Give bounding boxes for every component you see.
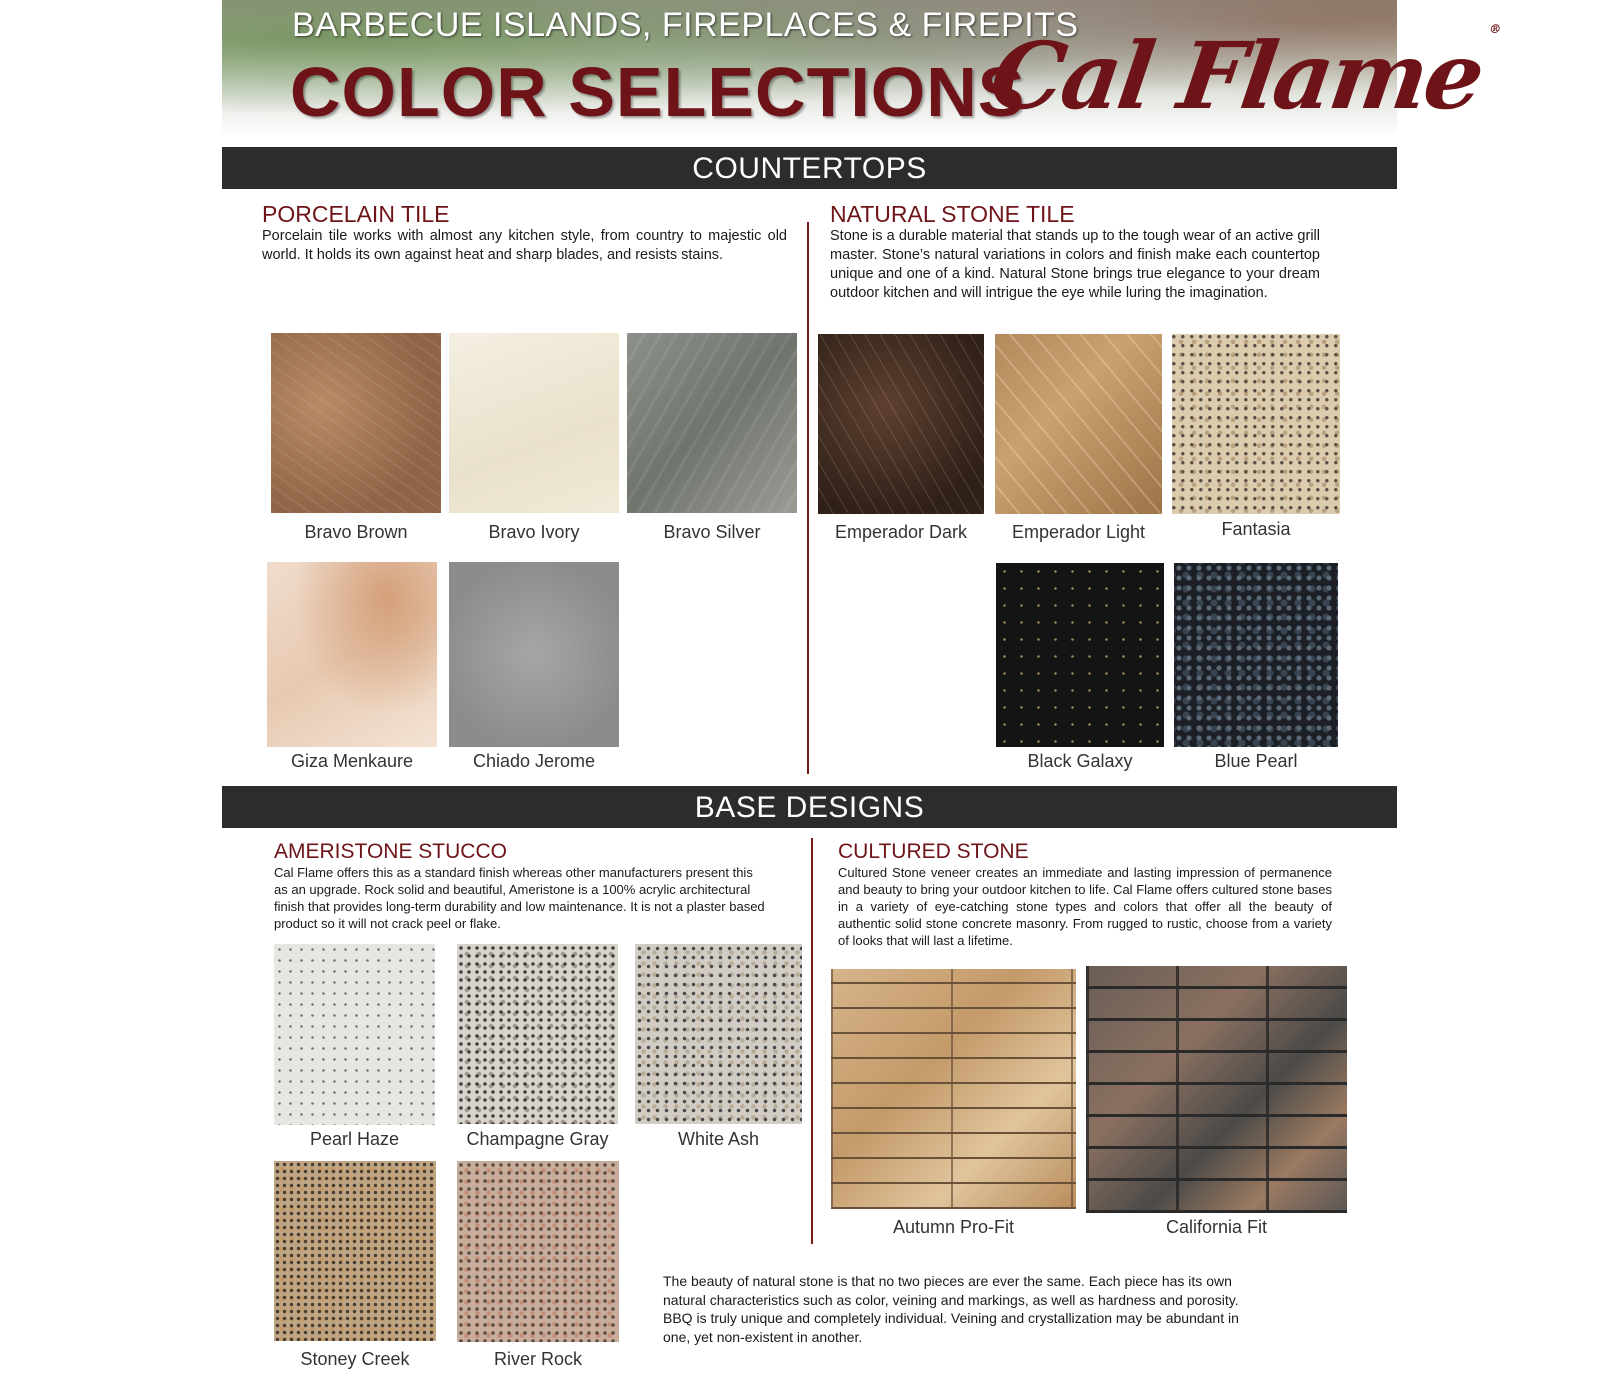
ameristone-stucco-description: Cal Flame offers this as a standard finish whereas other manufacturers present this as an upgrade. Rock solid and beautiful, Ameristone is a 100% acrylic architectural finish that provides long-term durability and low maintenance. It is not a plaster based product so it will not crack peel or flake.	[274, 865, 765, 931]
cultured-stone-title: CULTURED STONE	[838, 840, 1029, 863]
porcelain-tile-description: Porcelain tile works with almost any kitchen style, from country to majestic old world. It holds its own against heat and sharp blades, and resists stains.	[262, 228, 787, 263]
swatch-bravo-brown	[271, 333, 441, 513]
swatch-fantasia	[1172, 334, 1340, 514]
swatch-label-pearl-haze: Pearl Haze	[309, 1129, 400, 1149]
swatch-autumn-pro-fit	[831, 969, 1076, 1209]
swatch-label-emperador-light: Emperador Light	[1011, 522, 1146, 542]
swatch-blue-pearl	[1174, 563, 1338, 747]
cultured-stone-description: Cultured Stone veneer creates an immediate and lasting impression of permanence and beauty to bring your outdoor kitchen to life. Cal Flame offers cultured stone bases in a variety of eye-catching stone types and colors that offer all the beauty of authentic solid stone concrete masonry. From rugged to rustic, choose from a variety of looks that will last a lifetime.	[838, 865, 1332, 948]
page-title: COLOR SELECTIONS	[290, 53, 1026, 131]
swatch-white-ash	[635, 944, 802, 1124]
swatch-bravo-silver	[627, 333, 797, 513]
natural-stone-tile-title: NATURAL STONE TILE	[830, 201, 1075, 227]
countertops-divider	[807, 222, 809, 774]
swatch-chiado-jerome	[449, 562, 619, 747]
swatch-california-fit	[1086, 966, 1347, 1213]
swatch-river-rock	[457, 1161, 619, 1342]
swatch-pearl-haze	[274, 944, 435, 1125]
swatch-label-champagne-gray: Champagne Gray	[466, 1129, 609, 1149]
swatch-label-emperador-dark: Emperador Dark	[834, 522, 968, 542]
header-banner	[222, 0, 1500, 136]
ameristone-stucco-title: AMERISTONE STUCCO	[274, 840, 507, 863]
swatch-label-fantasia: Fantasia	[1221, 519, 1291, 539]
porcelain-tile-title: PORCELAIN TILE	[262, 201, 450, 227]
natural-stone-note: The beauty of natural stone is that no two pieces are ever the same. Each piece has its own natural characteristics such as color, veining and markings, as well as hardness and porosity. BBQ is truly unique and completely individual. Veining and crystallization may be abundant in one, yet non-existent in another.	[663, 1273, 1239, 1345]
base-designs-heading: BASE DESIGNS	[222, 786, 1397, 828]
swatch-label-stoney-creek: Stoney Creek	[300, 1349, 410, 1369]
swatch-label-chiado-jerome: Chiado Jerome	[472, 751, 596, 771]
swatch-stoney-creek	[274, 1161, 436, 1341]
swatch-label-bravo-ivory: Bravo Ivory	[488, 522, 580, 542]
swatch-label-bravo-silver: Bravo Silver	[663, 522, 761, 542]
swatch-label-river-rock: River Rock	[493, 1349, 582, 1369]
base-designs-divider	[811, 838, 813, 1244]
countertops-heading: COUNTERTOPS	[222, 147, 1397, 189]
cal-flame-logo	[984, 22, 1499, 130]
swatch-label-white-ash: White Ash	[677, 1129, 760, 1149]
swatch-label-california-fit: California Fit	[1165, 1217, 1268, 1237]
swatch-emperador-light	[995, 334, 1162, 514]
swatch-bravo-ivory	[449, 333, 619, 513]
header-subtitle: BARBECUE ISLANDS, FIREPLACES & FIREPITS	[292, 6, 1079, 44]
swatch-label-giza-menkaure: Giza Menkaure	[290, 751, 414, 771]
swatch-label-blue-pearl: Blue Pearl	[1214, 751, 1298, 771]
swatch-black-galaxy	[996, 563, 1164, 747]
registered-mark: ®	[1488, 22, 1500, 36]
swatch-label-autumn-pro-fit: Autumn Pro-Fit	[892, 1217, 1015, 1237]
swatch-champagne-gray	[457, 944, 618, 1124]
swatch-giza-menkaure	[267, 562, 437, 747]
logo-text: Cal Flame	[984, 22, 1489, 130]
natural-stone-tile-description: Stone is a durable material that stands up to the tough wear of an active grill master. Stone’s natural variations in colors and finish make each countertop unique and one of a kind. Natural Stone brings true elegance to your dream outdoor kitchen and will intrigue the eye while luring the imagination.	[830, 228, 1320, 301]
swatch-label-black-galaxy: Black Galaxy	[1027, 751, 1133, 771]
swatch-label-bravo-brown: Bravo Brown	[304, 522, 408, 542]
swatch-emperador-dark	[818, 334, 984, 514]
